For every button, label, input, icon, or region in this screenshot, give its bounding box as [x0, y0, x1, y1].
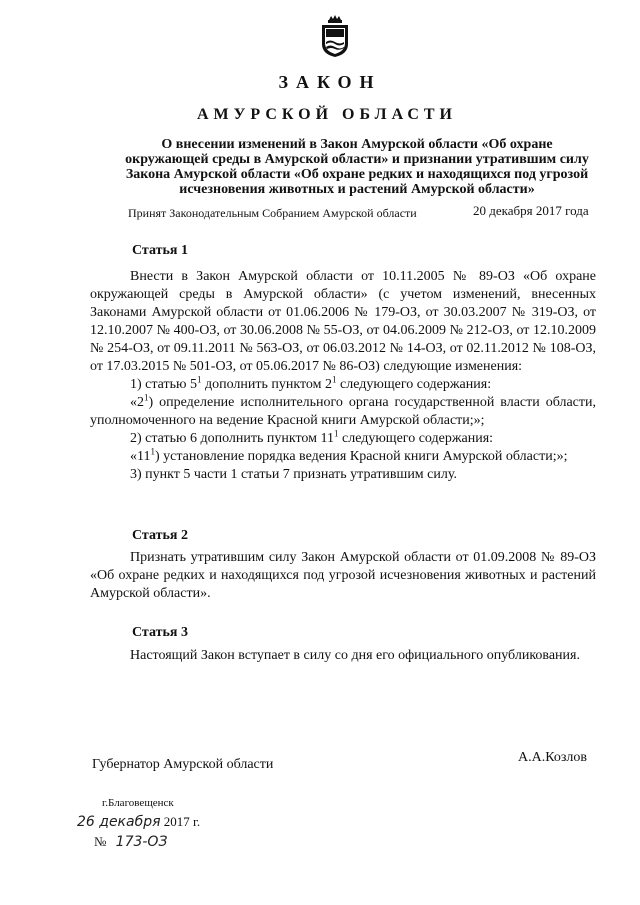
region-title: АМУРСКОЙ ОБЛАСТИ — [197, 106, 457, 123]
law-number — [94, 834, 167, 850]
article-2-title: Статья 2 — [132, 528, 188, 543]
adopted-by: Принят Законодательным Собранием Амурской области — [128, 206, 417, 220]
article-1-item-3: 3) пункт 5 части 1 статьи 7 признать утратившим силу. — [130, 467, 457, 482]
number-prefix: № — [94, 834, 107, 849]
adopted-date: 20 декабря 2017 года — [473, 203, 589, 218]
law-title: ЗАКОН — [278, 72, 382, 92]
article-1-item-1-text: «$2^1$) определение исполнительного органа государственной власти области, уполномоченного на ведение Красной книги Амурской области;»; — [90, 392, 596, 428]
article-3-text: Настоящий Закон вступает в силу со дня его официального опубликования. — [130, 648, 580, 663]
handwritten-number: 173-ОЗ — [115, 834, 168, 850]
handwritten-date: 26 декабря — [77, 814, 161, 830]
article-3-body — [90, 647, 596, 665]
article-2-body — [90, 549, 596, 603]
governor-title: Губернатор Амурской области — [92, 757, 274, 772]
article-1-item-1: 1) статью $5^1$ дополнить пунктом $2^1$ следующего содержания: — [130, 374, 492, 392]
article-2-text: Признать утратившим силу Закон Амурской области от 01.09.2008 № 89-ОЗ «Об охране редких и находящихся под угрозой исчезновения животных и растений Амурской области». — [90, 550, 596, 601]
coat-of-arms-icon — [319, 14, 351, 58]
law-heading: О внесении изменений в Закон Амурской области «Об охране окружающей среды в Амурской области» и признании утратившим силу Закона Амурской области «Об охране редких и находящихся под угрозой исчезновения животных и растений Амурской области» — [125, 137, 589, 197]
signer-name: А.А.Козлов — [518, 750, 587, 765]
article-1-intro: Внести в Закон Амурской области от 10.11.2005 № 89-ОЗ «Об охране окружающей среды в Амурской области» (с учетом изменений, внесенных Законами Амурской области от 01.06.2006 № 179-ОЗ, от 30.03.2007 № 319-ОЗ, от 12.10.2007 № 400-ОЗ, от 30.06.2008 № 55-ОЗ, от 04.06.2009 № 212-ОЗ, от 12.10.2009 № 254-ОЗ, от 09.11.2011 № 563-ОЗ, от 06.03.2012 № 14-ОЗ, от 02.11.2012 № 108-ОЗ, от 17.03.2015 № 501-ОЗ, от 05.06.2017 № 86-ОЗ) следующие изменения: — [90, 269, 596, 374]
signing-year: 2017 г. — [163, 814, 201, 829]
article-3-title: Статья 3 — [132, 625, 188, 640]
article-1-item-2-text: «$11^1$) установление порядка ведения Красной книги Амурской области;»; — [130, 446, 568, 464]
article-1-item-2: 2) статью 6 дополнить пунктом $11^1$ следующего содержания: — [130, 428, 494, 446]
article-1-title: Статья 1 — [132, 243, 188, 258]
signing-date — [77, 814, 200, 830]
city: г.Благовещенск — [102, 797, 174, 809]
article-1-body — [90, 268, 596, 484]
